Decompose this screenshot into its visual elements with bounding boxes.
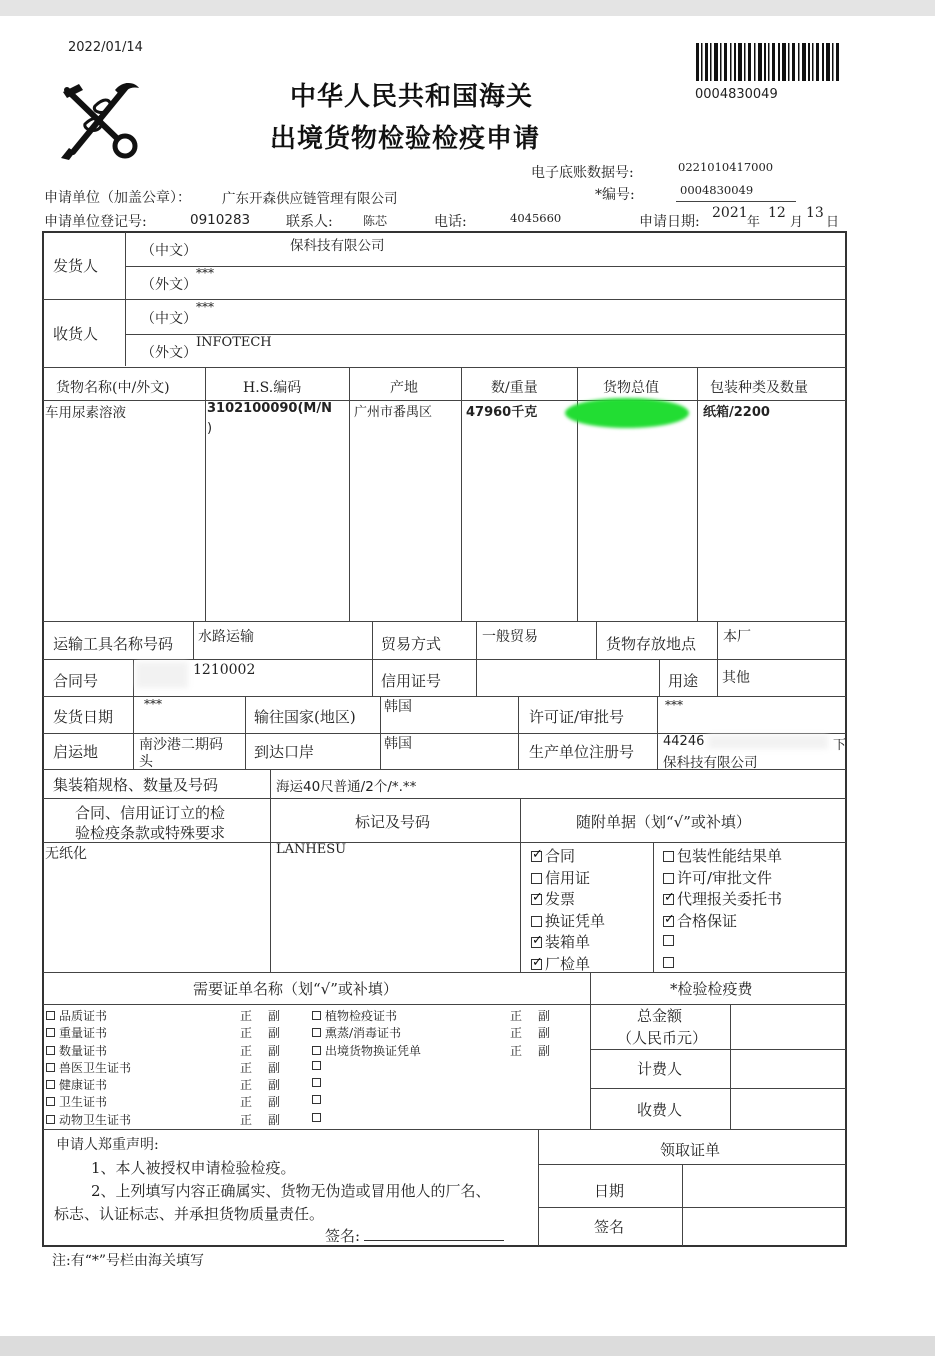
checkbox-icon[interactable] (312, 1061, 321, 1070)
copy-count-label: 副 (268, 1078, 281, 1093)
certificate-label: 兽医卫生证书 (59, 1060, 132, 1075)
applicant-reg-value: 0910283 (190, 212, 251, 228)
certificate-item (312, 1093, 557, 1110)
barcode-icon (696, 43, 840, 81)
marks-label: 标记及号码 (355, 813, 431, 831)
original-count-label: 正 (240, 1112, 253, 1127)
checkbox-icon[interactable] (46, 1028, 55, 1037)
apply-day: 13 (806, 205, 824, 221)
original-count-label: 正 (510, 1026, 523, 1041)
serial-value: 0004830049 (680, 183, 754, 197)
checkbox-icon[interactable] (312, 1095, 321, 1104)
goods-header-value: 货物总值 (603, 380, 659, 396)
original-count-label: 正 (240, 1009, 253, 1023)
checked-checkbox-icon[interactable] (663, 916, 674, 927)
vehicle-value: 水路运输 (198, 629, 254, 645)
attached-docs-left (531, 845, 605, 974)
certificate-item (46, 1059, 286, 1076)
total-amount-label: 总金额 (637, 1007, 683, 1025)
original-count-label: 正 (240, 1026, 253, 1041)
checked-checkbox-icon[interactable] (531, 894, 542, 905)
contact-label: 联系人: (286, 214, 333, 230)
apply-day-unit: 日 (826, 215, 840, 230)
goods-origin: 广州市番禺区 (354, 405, 433, 420)
attached-doc-item (663, 953, 782, 975)
checkbox-icon[interactable] (312, 1028, 321, 1037)
apply-year: 2021 (712, 205, 748, 221)
attached-doc-label: 合格保证 (677, 911, 738, 930)
declaration-title: 申请人郑重声明: (56, 1137, 159, 1153)
checkbox-icon[interactable] (46, 1063, 55, 1072)
copy-count-label: 副 (538, 1043, 551, 1058)
e-account-value: 0221010417000 (678, 160, 774, 174)
checked-checkbox-icon[interactable] (531, 959, 542, 970)
producer-extra: 下 (833, 738, 847, 753)
dest-country-label: 输往国家(地区) (254, 708, 356, 726)
goods-hs-code: 3102100090(M/N (207, 401, 332, 416)
contract-blur (136, 662, 188, 688)
attached-doc-label: 发票 (545, 890, 576, 908)
marks-value: LANHESU (276, 842, 347, 857)
certificate-item (46, 1024, 286, 1041)
departure-value-cont: 头 (139, 754, 153, 770)
contact-value: 陈芯 (363, 214, 388, 228)
attached-doc-item (663, 931, 782, 953)
total-amount-unit: （人民币元） (617, 1029, 708, 1047)
goods-header-hs: H.S.编码 (243, 380, 302, 396)
consignee-label: 收货人 (53, 325, 99, 343)
usage-label: 用途 (668, 672, 699, 690)
original-count-label: 正 (240, 1060, 253, 1075)
goods-quantity: 47960千克 (466, 405, 538, 420)
certificate-item (312, 1024, 557, 1041)
copy-count-label: 副 (268, 1026, 281, 1041)
checkbox-icon[interactable] (663, 873, 674, 884)
checkbox-icon[interactable] (531, 916, 542, 927)
ship-date-label: 发货日期 (53, 708, 114, 726)
departure-value: 南沙港二期码 (139, 737, 223, 753)
certificate-item (312, 1111, 557, 1128)
goods-hs-code-cont: ) (207, 421, 213, 436)
certificate-label: 动物卫生证书 (59, 1112, 132, 1127)
goods-name: 车用尿素溶液 (45, 405, 126, 421)
original-count-label: 正 (240, 1095, 253, 1110)
checkbox-icon[interactable] (312, 1113, 321, 1122)
consignee-cn-label: （中文） (141, 311, 197, 327)
certificate-label: 植物检疫证书 (325, 1009, 398, 1023)
form-title-sub: 出境货物检验检疫申请 (270, 124, 541, 154)
declaration-line-2: 2、上列填写内容正确属实、货物无伪造或冒用他人的厂名、 (91, 1182, 491, 1200)
shipper-en-value: *** (196, 266, 214, 280)
applicant-unit-value: 广东开森供应链管理有限公司 (222, 191, 398, 207)
certificate-label: 出境货物换证凭单 (325, 1043, 422, 1058)
consignee-en-value: INFOTECH (196, 335, 272, 350)
attached-doc-label: 包装性能结果单 (677, 847, 783, 865)
contract-label: 合同号 (53, 672, 99, 690)
vehicle-label: 运输工具名称号码 (53, 635, 174, 653)
attached-doc-label: 许可/审批文件 (677, 868, 773, 887)
serial-label: *编号: (595, 187, 635, 203)
signature-line[interactable] (364, 1240, 504, 1241)
permit-value: *** (665, 698, 683, 712)
terms-value: 无纸化 (45, 846, 87, 862)
checkbox-icon[interactable] (663, 935, 674, 946)
declaration-sign-label: 签名: (325, 1227, 361, 1245)
attached-doc-item (663, 867, 782, 889)
original-count-label: 正 (240, 1078, 253, 1093)
collect-sign-label: 签名 (594, 1218, 625, 1236)
customs-emblem-icon (55, 78, 143, 163)
checkbox-icon[interactable] (312, 1078, 321, 1087)
certificate-item (312, 1059, 557, 1076)
terms-label: 合同、信用证订立的检 (75, 804, 226, 822)
checkbox-icon[interactable] (531, 873, 542, 884)
attached-doc-label: 换证凭单 (545, 911, 606, 930)
original-count-label: 正 (240, 1043, 253, 1058)
certificate-label: 品质证书 (59, 1009, 108, 1023)
attached-doc-label: 合同 (545, 847, 576, 865)
trade-label: 贸易方式 (381, 635, 442, 653)
collect-title: 领取证单 (660, 1141, 721, 1159)
attached-doc-item (531, 867, 605, 889)
print-date: 2022/01/14 (68, 40, 143, 55)
producer-blur (708, 735, 828, 749)
top-edge (0, 0, 935, 16)
lc-label: 信用证号 (381, 672, 442, 690)
copy-count-label: 副 (268, 1060, 281, 1075)
certificate-list-right (312, 1007, 557, 1128)
attached-doc-item (663, 888, 782, 910)
attached-doc-label: 代理报关委托书 (677, 890, 783, 908)
apply-month: 12 (768, 205, 786, 221)
attached-doc-label: 信用证 (545, 868, 591, 887)
terms-label-cont: 验检疫条款或特殊要求 (75, 824, 226, 842)
certificate-label: 卫生证书 (59, 1095, 108, 1110)
barcode-number: 0004830049 (695, 87, 778, 102)
attached-doc-item (663, 910, 782, 932)
form-title-main: 中华人民共和国海关 (290, 82, 534, 112)
arrival-label: 到达口岸 (254, 743, 315, 761)
applicant-reg-label: 申请单位登记号: (44, 214, 147, 230)
checkbox-icon[interactable] (312, 1046, 321, 1055)
checkbox-icon[interactable] (46, 1080, 55, 1089)
storage-value: 本厂 (723, 629, 751, 645)
declaration-line-3: 标志、认证标志、并承担货物质量责任。 (54, 1205, 325, 1223)
certificate-list-left (46, 1007, 286, 1128)
goods-header-origin: 产地 (390, 380, 418, 396)
certificate-item (46, 1076, 286, 1093)
copy-count-label: 副 (268, 1043, 281, 1058)
checkbox-icon[interactable] (46, 1097, 55, 1106)
goods-header-packing: 包装种类及数量 (710, 380, 808, 396)
certificate-item (46, 1042, 286, 1059)
attached-doc-label: 厂检单 (545, 954, 591, 973)
certificate-item (312, 1042, 557, 1059)
certificates-title: 需要证单名称（划“√”或补填） (193, 980, 398, 998)
phone-value: 4045660 (510, 211, 562, 225)
attached-doc-item (531, 845, 605, 867)
collect-date-label: 日期 (594, 1182, 625, 1200)
producer-label: 生产单位注册号 (529, 743, 635, 761)
departure-label: 启运地 (53, 743, 99, 761)
checkbox-icon[interactable] (46, 1011, 55, 1020)
footnote: 注:有“*”号栏由海关填写 (52, 1253, 205, 1269)
copy-count-label: 副 (268, 1112, 281, 1127)
certificate-item (46, 1007, 286, 1024)
certificate-item (312, 1076, 557, 1093)
checkbox-icon[interactable] (663, 851, 674, 862)
shipper-label: 发货人 (53, 257, 99, 275)
declaration-line-1: 1、本人被授权申请检验检疫。 (91, 1159, 296, 1177)
copy-count-label: 副 (268, 1095, 281, 1110)
checkbox-icon[interactable] (46, 1046, 55, 1055)
attached-doc-label: 装箱单 (545, 933, 591, 951)
ship-date-value: *** (144, 697, 162, 711)
attached-doc-item (531, 888, 605, 910)
attached-docs-right (663, 845, 782, 974)
attached-doc-item (663, 845, 782, 867)
certificate-label: 健康证书 (59, 1078, 108, 1093)
certificate-label: 熏蒸/消毒证书 (325, 1026, 402, 1041)
attached-doc-item (531, 910, 605, 932)
bottom-edge (0, 1336, 935, 1356)
container-value: 海运40尺普通/2个/*.** (276, 779, 417, 795)
certificate-item (46, 1093, 286, 1110)
applicant-unit-label: 申请单位（加盖公章）： (44, 190, 191, 206)
apply-date-label: 申请日期: (639, 214, 700, 230)
apply-month-unit: 月 (790, 215, 804, 230)
original-count-label: 正 (510, 1043, 523, 1058)
checked-checkbox-icon[interactable] (531, 937, 542, 948)
charger-label: 计费人 (637, 1060, 683, 1078)
trade-value: 一般贸易 (482, 629, 538, 645)
producer-value: 44246 (663, 734, 705, 749)
container-label: 集装箱规格、数量及号码 (53, 776, 219, 794)
consignee-cn-value: *** (196, 300, 214, 314)
shipper-cn-value: 保科技有限公司 (290, 238, 385, 254)
usage-value: 其他 (722, 670, 750, 686)
contract-value: 1210002 (193, 662, 256, 678)
original-count-label: 正 (510, 1009, 523, 1023)
consignee-en-label: （外文） (141, 345, 197, 361)
copy-count-label: 副 (268, 1009, 281, 1023)
redaction-mark (565, 398, 689, 428)
arrival-value: 韩国 (384, 736, 412, 752)
producer-value-cont: 保科技有限公司 (663, 755, 758, 771)
checkbox-icon[interactable] (663, 957, 674, 968)
attached-docs-label: 随附单据（划“√”或补填） (576, 813, 751, 831)
checkbox-icon[interactable] (46, 1115, 55, 1124)
certificate-label: 重量证书 (59, 1026, 108, 1041)
e-account-label: 电子底账数据号: (531, 165, 634, 181)
checkbox-icon[interactable] (312, 1011, 321, 1020)
storage-label: 货物存放地点 (606, 635, 697, 653)
certificate-label: 数量证书 (59, 1043, 108, 1058)
attached-doc-item (531, 953, 605, 975)
copy-count-label: 副 (538, 1026, 551, 1041)
shipper-en-label: （外文） (141, 277, 197, 293)
collector-label: 收费人 (637, 1101, 683, 1119)
apply-year-unit: 年 (747, 215, 761, 230)
shipper-cn-label: （中文） (141, 243, 197, 259)
certificate-item (46, 1111, 286, 1128)
certificate-item (312, 1007, 557, 1024)
goods-packing: 纸箱/2200 (703, 405, 770, 420)
goods-header-qty: 数/重量 (491, 380, 538, 396)
fee-title: *检验检疫费 (670, 980, 753, 998)
declaration-signature-row (325, 1225, 504, 1246)
copy-count-label: 副 (538, 1009, 551, 1023)
permit-label: 许可证/审批号 (529, 708, 625, 726)
checked-checkbox-icon[interactable] (663, 894, 674, 905)
attached-doc-item (531, 931, 605, 953)
checked-checkbox-icon[interactable] (531, 851, 542, 862)
dest-country-value: 韩国 (384, 699, 412, 715)
goods-header-name: 货物名称(中/外文) (56, 380, 170, 396)
phone-label: 电话: (434, 214, 467, 230)
